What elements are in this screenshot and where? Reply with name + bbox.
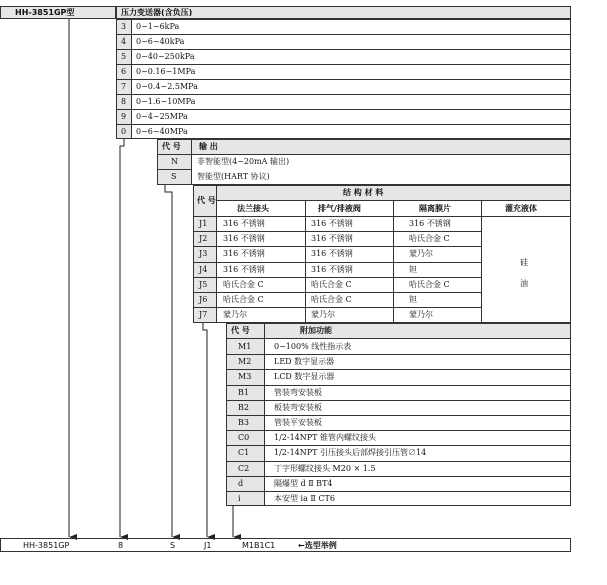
range-code: 4 <box>121 37 127 46</box>
material-code: J5 <box>199 279 208 289</box>
material-cell: 蒙乃尔 <box>409 249 433 259</box>
material-cell: 316 不锈钢 <box>223 249 265 259</box>
output-code-s: S <box>171 172 177 181</box>
example-model: HH-3851GP <box>23 541 70 550</box>
example-range: 8 <box>118 541 124 550</box>
arrow-range <box>120 139 124 537</box>
range-value: 0~40~250kPa <box>136 52 195 61</box>
range-value: 0~6~40kPa <box>136 37 185 46</box>
addon-code: M2 <box>238 357 252 367</box>
material-cell: 哈氏合金 C <box>409 234 450 244</box>
material-cell: 钽 <box>409 295 417 304</box>
output-value-n: 非智能型(4~20mA 输出) <box>197 157 290 166</box>
material-title: 结 构 材 料 <box>343 188 384 197</box>
addon-value: 本安型 ia Ⅱ CT6 <box>274 494 335 503</box>
output-value-s: 智能型(HART 协议) <box>197 172 270 181</box>
addon-code: B1 <box>238 387 249 397</box>
addon-code: B2 <box>238 402 249 412</box>
material-cell: 蒙乃尔 <box>409 310 433 320</box>
material-code: J7 <box>199 310 208 320</box>
addon-value: LCD 数字显示器 <box>274 372 335 382</box>
arrow-material <box>203 323 207 537</box>
range-value: 0~6~40MPa <box>136 127 188 136</box>
material-code: J6 <box>199 295 208 304</box>
material-cell: 哈氏合金 C <box>311 279 352 289</box>
output-code-header: 代 号 <box>162 142 181 151</box>
range-value: 0~0.16~1MPa <box>136 67 196 76</box>
range-code: 0 <box>121 127 127 136</box>
material-cell: 哈氏合金 C <box>311 295 352 304</box>
addon-code: i <box>238 494 241 503</box>
range-value: 0~4~25MPa <box>136 112 188 121</box>
addon-value: 板装弯安装板 <box>274 402 322 412</box>
addon-value: 管装弯安装板 <box>274 387 322 397</box>
example-addon: M1B1C1 <box>242 541 276 550</box>
material-col-diaphragm: 隔离膜片 <box>419 204 451 213</box>
material-cell: 316 不锈钢 <box>311 219 353 228</box>
addon-code: d <box>238 478 244 488</box>
addon-code: C1 <box>238 448 250 458</box>
range-code: 3 <box>121 22 127 31</box>
material-cell: 316 不锈钢 <box>311 264 353 274</box>
addon-code: B3 <box>238 418 249 427</box>
range-code: 5 <box>121 52 127 61</box>
material-cell: 哈氏合金 C <box>223 295 264 304</box>
addon-header: 附加功能 <box>300 326 332 335</box>
addon-code: C2 <box>238 463 250 473</box>
range-code: 6 <box>121 67 127 76</box>
example-output: S <box>170 541 176 550</box>
material-col-fill: 灌充液体 <box>505 204 537 213</box>
material-cell: 哈氏合金 C <box>409 279 450 289</box>
material-code-header: 代 号 <box>197 196 216 205</box>
range-code: 9 <box>121 112 127 121</box>
addon-code: C0 <box>238 433 250 443</box>
material-cell: 316 不锈钢 <box>311 234 353 244</box>
addon-value: 1/2-14NPT 锥管内螺纹接头 <box>274 433 377 443</box>
range-value: 0~1~6kPa <box>136 22 180 31</box>
output-code-n: N <box>171 157 178 166</box>
addon-value: 隔爆型 d Ⅱ BT4 <box>274 478 333 488</box>
addon-value: 1/2-14NPT 引压接头后部焊接引压管∅14 <box>274 448 427 458</box>
example-row <box>0 538 571 552</box>
model-title: 压力变送器(含负压) <box>121 8 193 17</box>
addon-value: 管装平安装板 <box>274 418 322 427</box>
material-cell: 蒙乃尔 <box>311 310 335 320</box>
example-label: ←选型举例 <box>298 541 337 550</box>
material-cell: 316 不锈钢 <box>223 264 265 274</box>
material-cell: 316 不锈钢 <box>223 234 265 244</box>
arrow-output <box>165 185 172 537</box>
addon-code-header: 代 号 <box>231 326 250 335</box>
addon-value: 0~100% 线性指示表 <box>274 342 352 351</box>
addon-value: LED 数字显示器 <box>274 357 335 367</box>
material-col-flange: 法兰接头 <box>237 204 269 213</box>
model-code: HH-3851GP型 <box>15 8 75 17</box>
fill-liquid-2: 油 <box>520 279 528 288</box>
material-col-valve: 排气/排液阀 <box>318 204 361 213</box>
example-material: J1 <box>204 541 212 550</box>
material-cell: 316 不锈钢 <box>311 249 353 259</box>
material-code: J3 <box>199 249 208 259</box>
material-cell: 哈氏合金 C <box>223 279 264 289</box>
addon-code: M1 <box>238 342 252 351</box>
addon-value: 丁字形螺纹接头 M20 × 1.5 <box>274 463 376 473</box>
range-code: 7 <box>121 82 127 91</box>
fill-liquid-1: 硅 <box>520 258 528 267</box>
material-cell: 蒙乃尔 <box>223 310 247 320</box>
range-code: 8 <box>121 97 127 106</box>
material-code: J4 <box>199 264 208 274</box>
material-code: J1 <box>199 219 208 228</box>
material-cell: 316 不锈钢 <box>223 219 265 228</box>
addon-code: M3 <box>238 372 252 382</box>
range-value: 0~1.6~10MPa <box>136 97 196 106</box>
range-value: 0~0.4~2.5MPa <box>136 82 198 91</box>
material-cell: 钽 <box>409 264 417 274</box>
material-cell: 316 不锈钢 <box>409 219 451 228</box>
material-code: J2 <box>199 234 208 244</box>
output-header: 输 出 <box>199 142 218 151</box>
